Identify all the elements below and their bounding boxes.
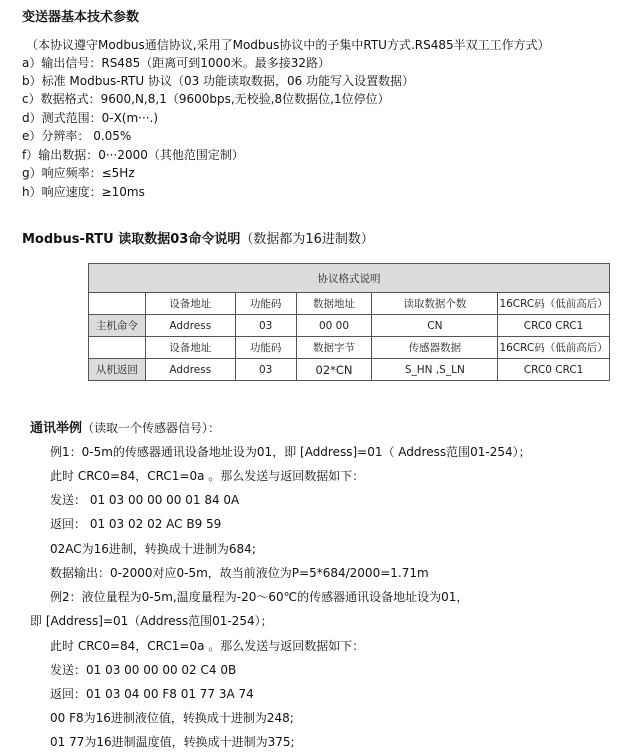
spec-item-e: e）分辨率： 0.05% — [22, 129, 132, 143]
example-line: 即 [Address]=01（Address范围01-254）； — [30, 614, 273, 628]
example-line: 此时 CRC0=84，CRC1=0a 。那么发送与返回数据如下： — [50, 469, 365, 483]
example-heading-title: 通讯举例 — [30, 421, 83, 436]
table-cell: 设备地址 — [145, 337, 235, 359]
section-modbus-note: （数据都为16进制数） — [240, 232, 374, 247]
table-cell: 16CRC码（低前高后） — [498, 337, 610, 359]
table-row — [89, 315, 610, 337]
table-cell: 功能码 — [235, 337, 296, 359]
table-cell: 功能码 — [235, 293, 296, 315]
page-title: 变送器基本技术参数 — [22, 10, 140, 25]
spec-item-h: h）响应速度：≥10ms — [22, 185, 145, 199]
table-cell — [89, 337, 146, 359]
table-cell: S_HN ,S_LN — [372, 359, 498, 381]
table-cell: 03 — [235, 359, 296, 381]
section-modbus-heading — [22, 228, 374, 247]
table-cell: 02*CN — [296, 359, 372, 381]
protocol-table — [88, 263, 610, 381]
table-cell: 数据字节 — [296, 337, 372, 359]
example-line: 数据输出：0-2000对应0-5m，故当前液位为P=5*684/2000=1.71m — [50, 566, 429, 580]
example-line: 发送： 01 03 00 00 00 01 84 0A — [50, 493, 240, 507]
table-row — [89, 359, 610, 381]
example-line: 例2：液位量程为0-5m,温度量程为-20～60℃的传感器通讯设备地址设为01， — [50, 590, 469, 604]
example-line: 发送：01 03 00 00 00 02 C4 0B — [50, 663, 237, 677]
example-heading-note: （读取一个传感器信号）： — [82, 421, 221, 435]
table-cell: Address — [145, 315, 235, 337]
spec-intro: （本协议遵守Modbus通信协议,采用了Modbus协议中的子集中RTU方式.RS485半双工工作方式） — [26, 38, 550, 52]
spec-item-g: g）响应频率：≤5Hz — [22, 166, 135, 180]
row-label-host: 主机命令 — [89, 315, 146, 337]
spec-item-b: b）标准 Modbus-RTU 协议（03 功能读取数据，06 功能写入设置数据） — [22, 74, 415, 88]
row-label-slave: 从机返回 — [89, 359, 146, 381]
table-cell: 设备地址 — [145, 293, 235, 315]
table-cell — [89, 293, 146, 315]
example-line: 此时 CRC0=84，CRC1=0a 。那么发送与返回数据如下： — [50, 639, 365, 653]
table-cell: Address — [145, 359, 235, 381]
example-line: 01 77为16进制温度值，转换成十进制为375; — [50, 735, 295, 749]
spec-item-d: d）测式范围：0-X(m···.) — [22, 111, 159, 125]
table-cell: 03 — [235, 315, 296, 337]
example-line: 返回： 01 03 02 02 AC B9 59 — [50, 517, 222, 531]
table-cell: CRC0 CRC1 — [498, 315, 610, 337]
spec-item-f: f）输出数据：0···2000（其他范围定制） — [22, 148, 244, 162]
table-row — [89, 293, 610, 315]
table-cell: 数据地址 — [296, 293, 372, 315]
spec-item-c: c）数据格式：9600,N,8,1（9600bps,无校验,8位数据位,1位停位） — [22, 92, 390, 106]
section-modbus-title: Modbus-RTU 读取数据03命令说明 — [22, 232, 241, 247]
example-line: 02AC为16进制，转换成十进制为684; — [50, 542, 256, 556]
table-cell: 00 00 — [296, 315, 372, 337]
table-cell: CN — [372, 315, 498, 337]
table-cell: 读取数据个数 — [372, 293, 498, 315]
example-line: 返回：01 03 04 00 F8 01 77 3A 74 — [50, 687, 254, 701]
table-title: 协议格式说明 — [89, 264, 610, 293]
table-cell: 16CRC码（低前高后） — [498, 293, 610, 315]
table-cell: CRC0 CRC1 — [498, 359, 610, 381]
table-cell: 传感器数据 — [372, 337, 498, 359]
example-line: 00 F8为16进制液位值，转换成十进制为248; — [50, 711, 294, 725]
spec-item-a: a）输出信号：RS485（距离可到1000米。最多接32路） — [22, 56, 331, 70]
example-heading — [30, 417, 220, 436]
table-row — [89, 337, 610, 359]
example-line: 例1：0-5m的传感器通讯设备地址设为01，即 [Address]=01（ Address范围01-254）； — [50, 445, 531, 459]
